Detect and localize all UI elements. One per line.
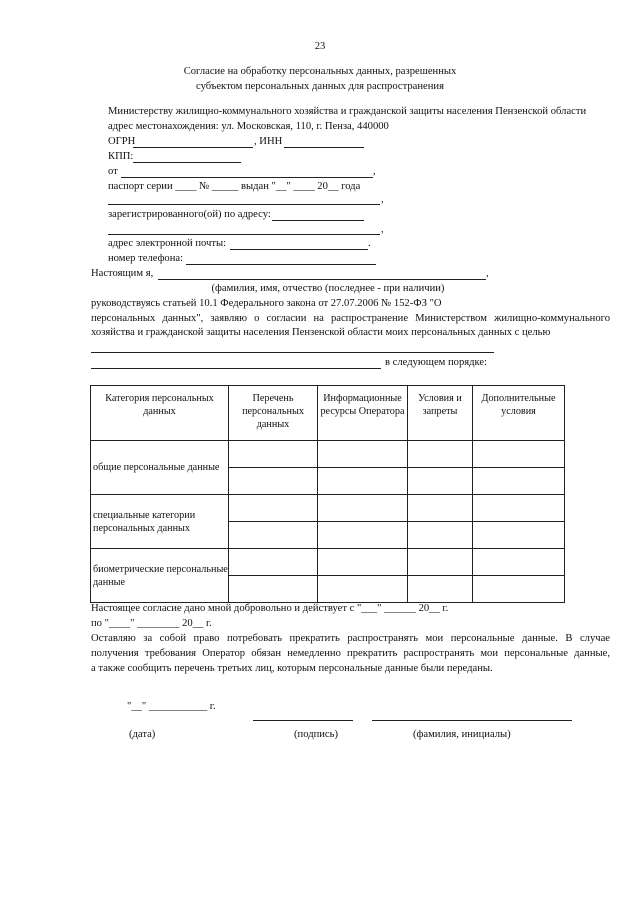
guided-line-1: руководствуясь статьей 10.1 Федерального закона от 27.07.2006 № 152-ФЗ "О xyxy=(91,298,442,309)
comma-1: , xyxy=(373,166,376,177)
table-cell[interactable] xyxy=(318,522,408,549)
sign-caption: (подпись) xyxy=(294,729,338,740)
passport-issuer-field[interactable] xyxy=(108,204,380,205)
table-cell[interactable] xyxy=(408,468,473,495)
inn-field[interactable] xyxy=(284,147,364,148)
table-cell[interactable] xyxy=(318,576,408,603)
table-cell[interactable] xyxy=(229,549,318,576)
personal-data-table xyxy=(90,385,565,603)
document-title-line-1: Согласие на обработку персональных данных, разрешенных xyxy=(183,66,457,77)
email-field[interactable] xyxy=(230,249,368,250)
table-cell[interactable] xyxy=(229,441,318,468)
table-cell[interactable] xyxy=(318,441,408,468)
hereby-label: Настоящим я, xyxy=(91,268,154,279)
ogrn-field[interactable] xyxy=(133,147,253,148)
kpp-field[interactable] xyxy=(133,162,241,163)
kpp-label: КПП: xyxy=(108,151,134,162)
header-resources: Информационные ресурсы Оператора xyxy=(318,386,408,441)
signature-date-line: "__" ___________ г. xyxy=(127,701,216,712)
page-number: 23 xyxy=(314,41,326,52)
table-cell[interactable] xyxy=(229,468,318,495)
table-cell[interactable] xyxy=(229,495,318,522)
email-label: адрес электронной почты: xyxy=(108,238,227,249)
table-cell[interactable] xyxy=(408,576,473,603)
registered-address-field-2[interactable] xyxy=(108,234,380,235)
from-label: от xyxy=(108,166,118,177)
registered-address-field[interactable] xyxy=(272,220,364,221)
order-label: в следующем порядке: xyxy=(385,357,488,368)
inn-label: , ИНН xyxy=(254,136,283,147)
table-cell[interactable] xyxy=(473,576,565,603)
name-caption: (фамилия, инициалы) xyxy=(413,729,511,740)
header-conditions: Условия и запреты xyxy=(408,386,473,441)
table-cell[interactable] xyxy=(318,549,408,576)
fio-field[interactable] xyxy=(158,279,486,280)
guided-line-3: хозяйства и гражданской защиты населения Пензенской области моих персональных данных с целью xyxy=(91,327,551,338)
dot-1: . xyxy=(368,238,371,249)
table-cell[interactable] xyxy=(408,549,473,576)
comma-4: , xyxy=(486,268,489,279)
registered-address-label: зарегистрированного(ой) по адресу: xyxy=(108,209,271,220)
document-title-line-2: субъектом персональных данных для распространения xyxy=(196,81,444,92)
table-cell[interactable] xyxy=(473,468,565,495)
header-list: Перечень персональных данных xyxy=(229,386,318,441)
category-special: специальные категории персональных данных xyxy=(91,495,229,549)
table-cell[interactable] xyxy=(473,522,565,549)
signature-field[interactable] xyxy=(253,720,353,721)
header-category: Категория персональных данных xyxy=(91,386,229,441)
category-general: общие персональные данные xyxy=(91,441,229,495)
reserve-line-2: получения требования Оператор обязан немедленно прекратить распространять мои персональные данные, xyxy=(91,648,610,659)
signature-name-field[interactable] xyxy=(372,720,572,721)
applicant-name-field[interactable] xyxy=(121,177,373,178)
table-cell[interactable] xyxy=(318,468,408,495)
addressee-address: адрес местонахождения: ул. Московская, 110, г. Пенза, 440000 xyxy=(108,121,389,132)
phone-field[interactable] xyxy=(186,264,376,265)
fio-hint: (фамилия, имя, отчество (последнее - при наличии) xyxy=(211,283,445,294)
category-biometric: биометрические персональные данные xyxy=(91,549,229,603)
reserve-line-1: Оставляю за собой право потребовать прекратить распространять мои персональные данные. В случае xyxy=(91,633,610,644)
purpose-field-1[interactable] xyxy=(91,352,494,353)
table-cell[interactable] xyxy=(408,495,473,522)
comma-3: , xyxy=(381,224,384,235)
table-cell[interactable] xyxy=(408,441,473,468)
table-cell[interactable] xyxy=(473,495,565,522)
addressee-ministry: Министерству жилищно-коммунального хозяйства и гражданской защиты населения Пензенской области xyxy=(108,106,587,117)
table-cell[interactable] xyxy=(473,441,565,468)
reserve-line-3: а также сообщить перечень третьих лиц, которым персональные данные были переданы. xyxy=(91,663,493,674)
table-cell[interactable] xyxy=(229,522,318,549)
table-cell[interactable] xyxy=(229,576,318,603)
comma-2: , xyxy=(381,194,384,205)
validity-line-2: по "____" ________ 20__ г. xyxy=(91,618,212,629)
guided-line-2: персональных данных", заявляю о согласии на распространение Министерством жилищно-коммунального xyxy=(91,313,610,324)
validity-line-1: Настоящее согласие дано мной добровольно и действует с "___" ______ 20__ г. xyxy=(91,603,449,614)
table-cell[interactable] xyxy=(473,549,565,576)
table-cell[interactable] xyxy=(318,495,408,522)
phone-label: номер телефона: xyxy=(108,253,184,264)
ogrn-label: ОГРН xyxy=(108,136,136,147)
purpose-field-2[interactable] xyxy=(91,368,381,369)
date-caption: (дата) xyxy=(129,729,156,740)
passport-label: паспорт серии ____ № _____ выдан "__" ____ 20__ года xyxy=(108,181,361,192)
header-additional: Дополнительные условия xyxy=(473,386,565,441)
table-cell[interactable] xyxy=(408,522,473,549)
